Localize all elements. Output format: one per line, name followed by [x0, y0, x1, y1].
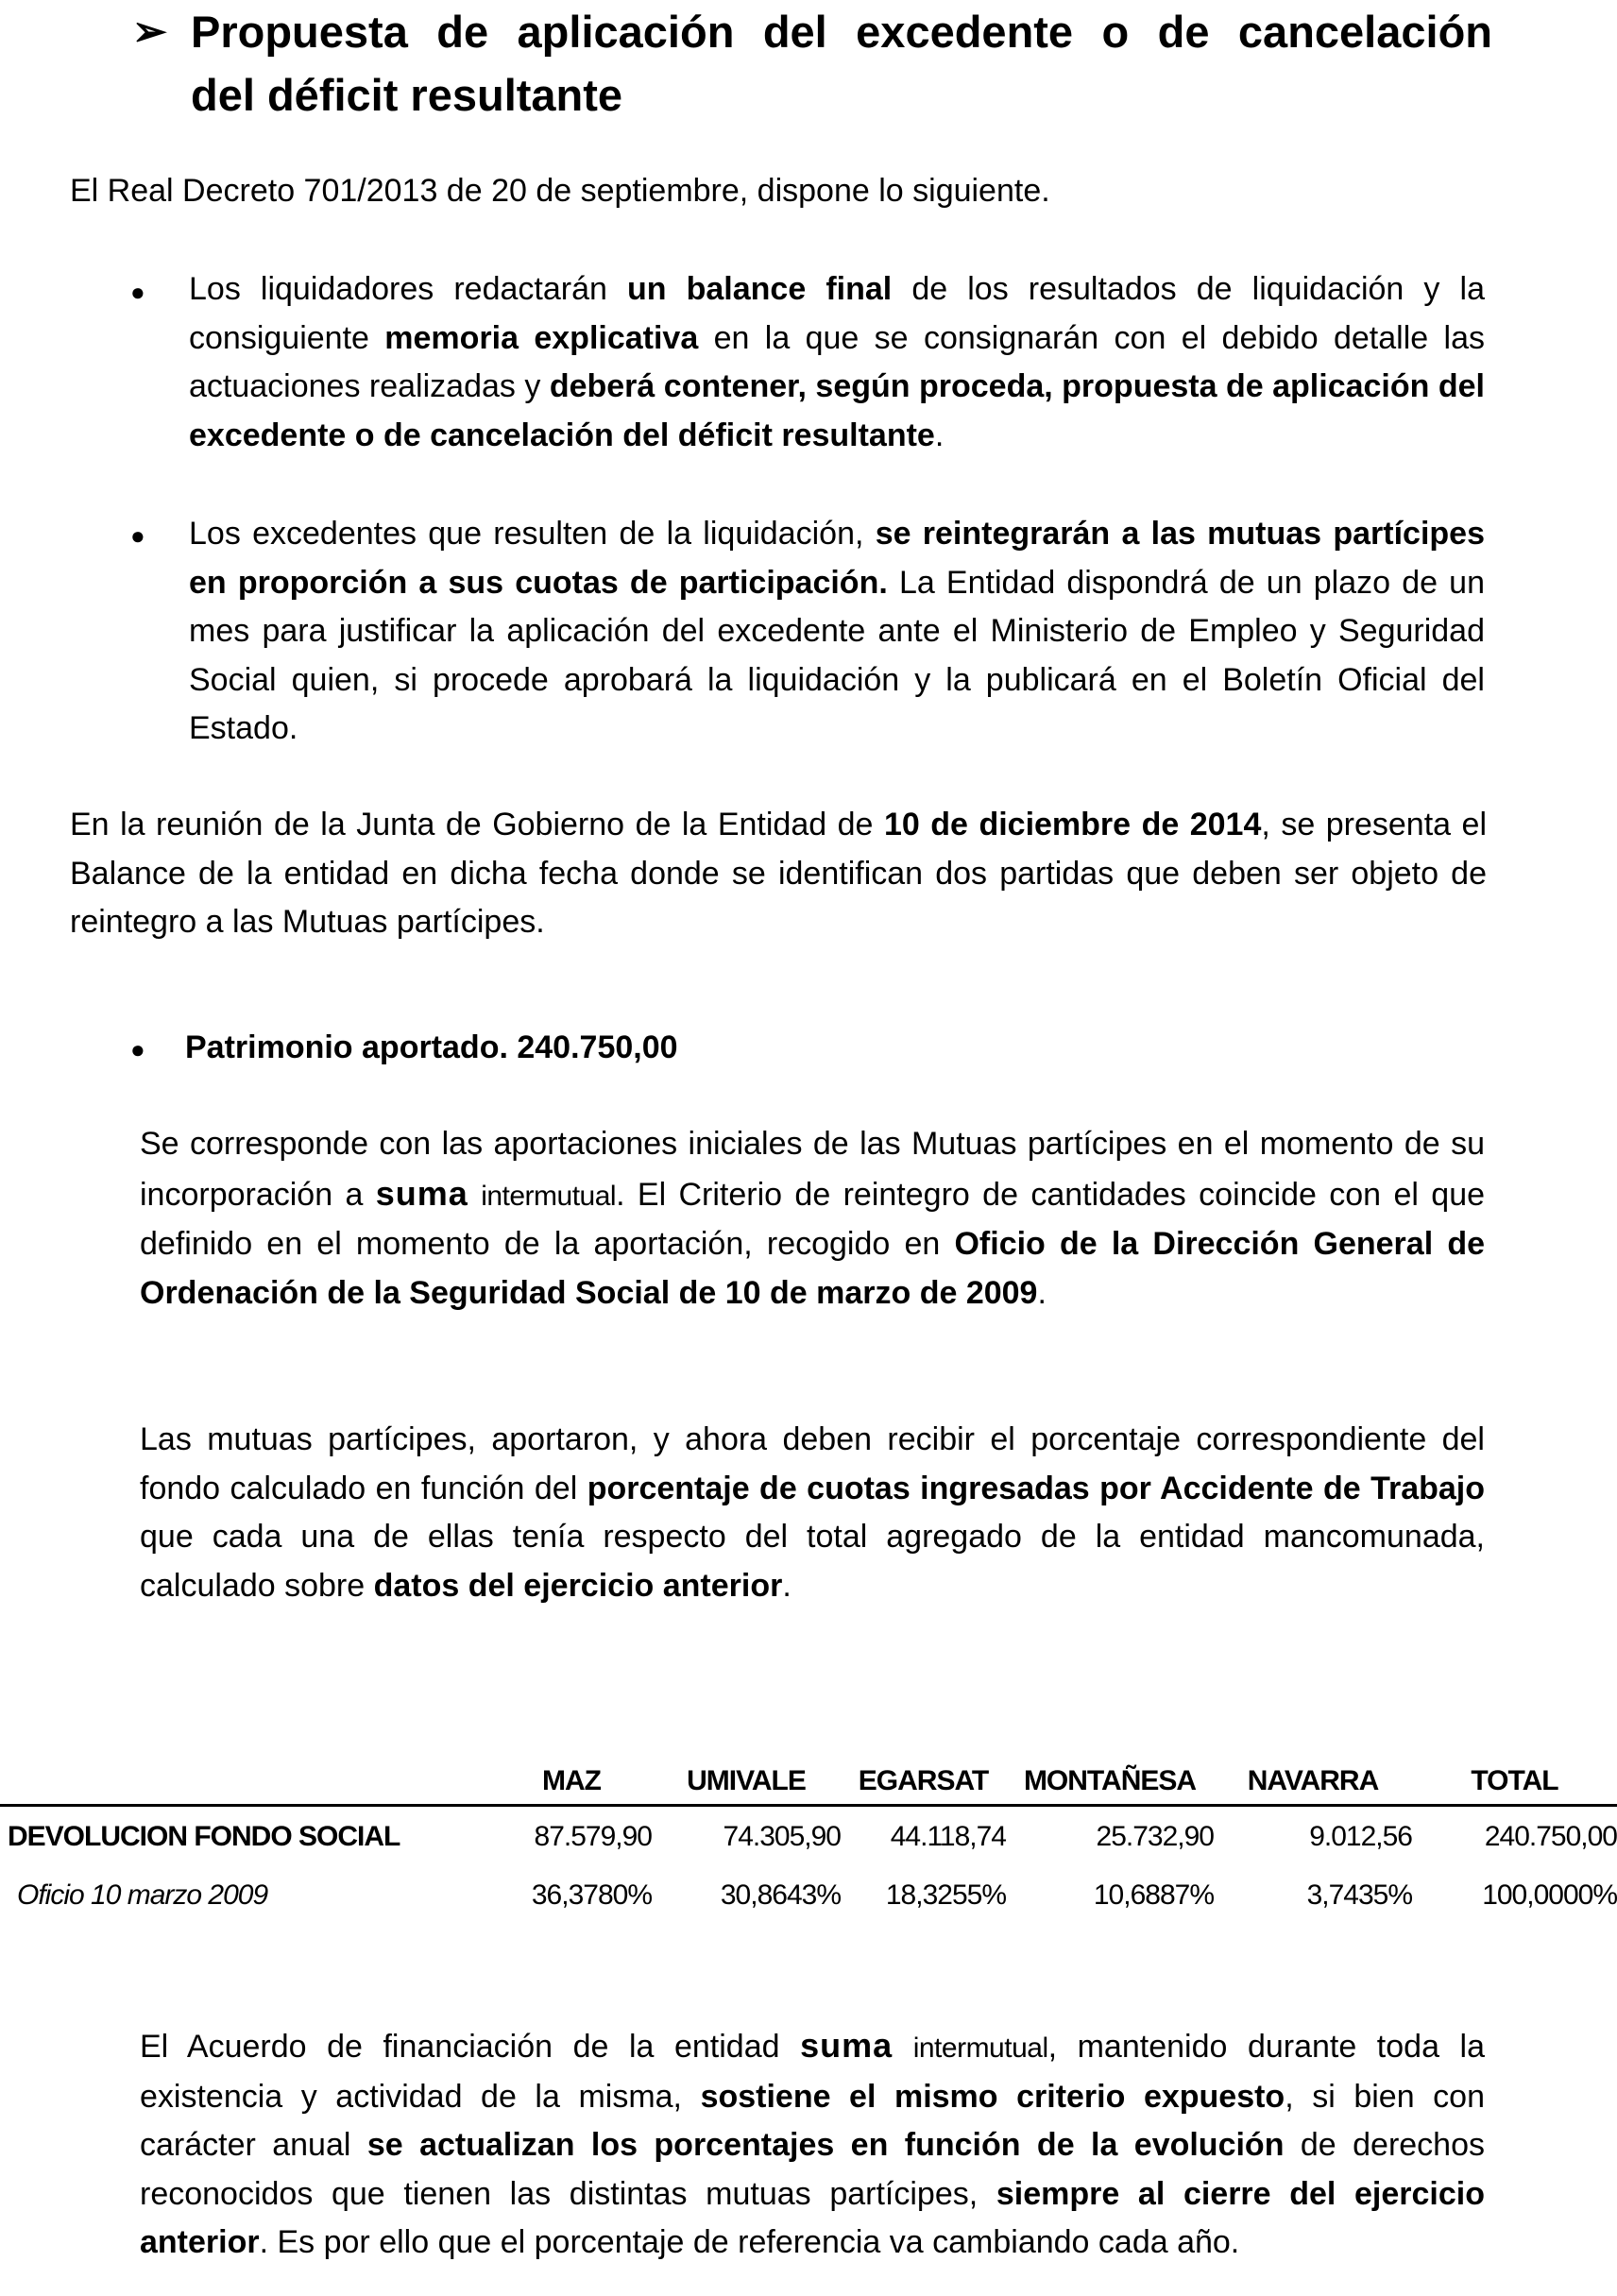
table-cell: 30,8643% — [720, 1879, 841, 1911]
table-cell: 10,6887% — [1093, 1879, 1214, 1911]
table-cell: 44.118,74 — [890, 1821, 1006, 1852]
brand-suffix: intermutual — [912, 2032, 1048, 2064]
table-header-row — [0, 1759, 1617, 1806]
table-header: UMIVALE — [687, 1765, 806, 1796]
table-row — [0, 1806, 1617, 1868]
bullet-icon: ● — [130, 1035, 145, 1063]
table-cell: 25.732,90 — [1096, 1821, 1214, 1852]
table-header: MAZ — [542, 1765, 601, 1796]
bullet-icon: ● — [130, 278, 145, 306]
aportaciones-paragraph: Se corresponde con las aportaciones iniciales de las Mutuas partícipes en el momento de su incorporación a suma intermutual. El Criterio de reintegro de cantidades coincide con el que definido en el momento de la aportación, recogido en Oficio de la Dirección General de Ordenación de la Seguridad Social de 10 de marzo de 2009. — [140, 1126, 1486, 1311]
table-header: NAVARRA — [1247, 1765, 1379, 1796]
fondo-social-table — [0, 1759, 1617, 1924]
table-cell: 9.012,56 — [1309, 1821, 1412, 1852]
arrow-bullet-icon: ➢ — [132, 9, 167, 55]
table-cell: 3,7435% — [1306, 1879, 1412, 1911]
brand-logo-text: suma — [800, 2026, 894, 2065]
section-heading — [132, 0, 1492, 127]
table-cell: DEVOLUCION FONDO SOCIAL — [8, 1821, 400, 1852]
table-cell: Oficio 10 marzo 2009 — [17, 1879, 268, 1911]
table-cell: 240.750,00 — [1484, 1821, 1617, 1852]
table-header: EGARSAT — [858, 1765, 989, 1796]
list-item: Los excedentes que resulten de la liquidación, se reintegrarán a las mutuas partícipes en proporción a sus cuotas de participación. La Entidad dispondrá de un plazo de un mes para justificar la aplicación del excedente ante el Ministerio de Empleo y Seguridad Social quien, si procede aprobará la liquidación y la publicará en el Boletín Oficial del Estado. — [189, 516, 1485, 746]
table-cell: 36,3780% — [531, 1879, 652, 1911]
patrimonio-heading: Patrimonio aportado. 240.750,00 — [185, 1029, 678, 1065]
table-header: MONTAÑESA — [1023, 1765, 1197, 1796]
table-cell: 18,3255% — [885, 1879, 1006, 1911]
junta-paragraph: En la reunión de la Junta de Gobierno de la Entidad de 10 de diciembre de 2014, se presenta el Balance de la entidad en dicha fecha donde se identifican dos partidas que deben ser objeto de reintegro a las Mutuas partícipes. — [70, 807, 1488, 940]
intro-paragraph: El Real Decreto 701/2013 de 20 de septiembre, dispone lo siguiente. — [70, 173, 1050, 209]
acuerdo-paragraph: El Acuerdo de financiación de la entidad suma intermutual, mantenido durante toda la existencia y actividad de la misma, sostiene el mismo criterio expuesto, si bien con carácter anual se actualizan los porcentajes en función de la evolución de derechos reconocidos que tienen las distintas mutuas partícipes, siempre al cierre del ejercicio anterior. Es por ello que el porcentaje de referencia va cambiando cada año. — [140, 2026, 1486, 2260]
heading-line-1: Propuesta de aplicación del excedente o de cancelación — [191, 7, 1492, 57]
table-row — [0, 1867, 1617, 1924]
list-item: Los liquidadores redactarán un balance final de los resultados de liquidación y la consiguiente memoria explicativa en la que se consignarán con el debido detalle las actuaciones realizadas y deberá contener, según proceda, propuesta de aplicación del excedente o de cancelación del déficit resultante. — [189, 271, 1485, 453]
brand-logo-text: suma — [375, 1173, 468, 1213]
bullet-icon: ● — [130, 521, 145, 550]
table-header — [0, 1759, 491, 1806]
table-cell: 74.305,90 — [723, 1821, 841, 1852]
heading-line-2: del déficit resultante — [191, 70, 623, 120]
table-cell: 87.579,90 — [534, 1821, 652, 1852]
table-cell: 100,0000% — [1482, 1879, 1617, 1911]
brand-suffix: intermutual — [481, 1180, 617, 1212]
porcentaje-paragraph: Las mutuas partícipes, aportaron, y ahora deben recibir el porcentaje correspondiente del fondo calculado en función del porcentaje de cuotas ingresadas por Accidente de Trabajo que cada una de ellas tenía respecto del total agregado de la entidad mancomunada, calculado sobre datos del ejercicio anterior. — [140, 1421, 1485, 1604]
table-header: TOTAL — [1471, 1765, 1558, 1796]
